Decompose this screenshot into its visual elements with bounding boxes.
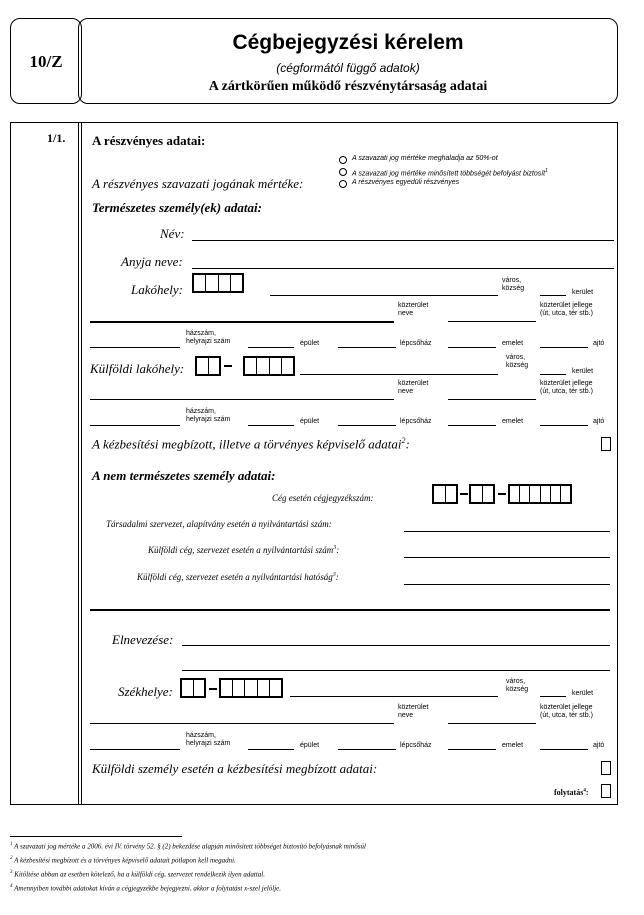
form-subtitle: (cégformától függő adatok) — [276, 61, 420, 75]
seat-stair-label: lépcsőház — [400, 742, 432, 749]
mother-name-label: Anyja neve: — [121, 254, 183, 269]
section-body-box — [78, 122, 618, 805]
street-type-label: közterület jellege (út, utca, tér stb.) — [540, 302, 593, 317]
foreign-reg-field[interactable] — [404, 557, 610, 558]
section-number: 1/1. — [47, 131, 66, 145]
residence-postcode[interactable] — [192, 273, 244, 293]
seat-house-field[interactable] — [90, 749, 180, 750]
street-name-field[interactable] — [90, 321, 394, 323]
house-number-label: házszám, helyrajzi szám — [186, 330, 231, 345]
continue-label: folytatás$^4$: — [554, 788, 589, 797]
company-reg-part2[interactable] — [469, 484, 495, 504]
foreign-city-field[interactable] — [300, 374, 498, 375]
foreign-reg-label: Külföldi cég, szervezet esetén a nyilvántartási szám$^3$: — [148, 545, 340, 555]
foreign-district-label: kerület — [572, 368, 594, 375]
section-title: A részvényes adatai: — [92, 133, 206, 148]
district-label: kerület — [572, 289, 594, 296]
floor-field[interactable] — [448, 347, 496, 348]
seat-house-label: házszám, helyrajzi szám — [186, 732, 231, 747]
seat-country-code[interactable] — [180, 678, 206, 698]
foreign-city-label: város, község — [506, 354, 529, 369]
natural-person-title: Természetes személy(ek) adatai: — [92, 200, 262, 215]
company-reg-part1[interactable] — [432, 484, 458, 504]
entity-name-field[interactable] — [182, 645, 610, 646]
building-field[interactable] — [248, 347, 294, 348]
ngo-reg-field[interactable] — [404, 531, 610, 532]
footnote-4: $^4$ Amennyiben további adatokat kíván a cégjegyzékbe bejegyezni, akkor a folytatást x-szel jelölje. — [10, 884, 282, 893]
seat-stair-field[interactable] — [338, 749, 396, 750]
foreign-house-field[interactable] — [90, 425, 180, 426]
voting-label: A részvényes szavazati jogának mértéke: — [92, 176, 304, 191]
seat-floor-label: emelet — [502, 742, 524, 749]
footnote-3: $^3$ Kitöltése abban az esetben kötelező, ha a külföldi cég, szervezet rendelkezik ilyen adattal. — [10, 870, 265, 879]
radio-label-sole: A részvényes egyedüli részvényes — [352, 179, 460, 186]
seat-building-label: épület — [300, 742, 320, 749]
foreign-street-type-field[interactable] — [448, 399, 536, 400]
foreign-street-field[interactable] — [90, 399, 394, 400]
footnote-2: $^2$ A kézbesítési megbízott és a törvényes képviselő adatait pótlapon kell megadni. — [10, 856, 236, 865]
building-label: épület — [300, 340, 320, 347]
company-reg-label: Cég esetén cégjegyzékszám: — [272, 493, 374, 503]
entity-name-label: Elnevezése: — [112, 632, 174, 647]
delivery-agent-checkbox[interactable] — [601, 437, 611, 451]
foreign-building-label: épület — [300, 418, 320, 425]
mother-name-field[interactable] — [192, 268, 614, 269]
company-reg-dash2 — [498, 493, 506, 495]
radio-over-50[interactable] — [339, 156, 347, 164]
seat-district-label: kerület — [572, 690, 594, 697]
seat-street-label: közterület neve — [398, 704, 429, 719]
foreign-stair-field[interactable] — [338, 425, 396, 426]
seat-street-field[interactable] — [90, 723, 394, 724]
radio-sole-shareholder[interactable] — [339, 180, 347, 188]
foreign-country-code[interactable] — [195, 356, 221, 376]
foreign-house-label: házszám, helyrajzi szám — [186, 408, 231, 423]
house-number-field[interactable] — [90, 347, 180, 348]
continue-checkbox[interactable] — [601, 784, 611, 798]
door-field[interactable] — [540, 347, 588, 348]
foreign-auth-label: Külföldi cég, szervezet esetén a nyilvántartási hatóság$^3$: — [137, 572, 339, 582]
foreign-floor-label: emelet — [502, 418, 524, 425]
seat-street-type-field[interactable] — [448, 723, 536, 724]
company-reg-dash1 — [460, 493, 468, 495]
seat-door-field[interactable] — [540, 749, 588, 750]
section-number-box — [10, 122, 82, 805]
foreign-district-field[interactable] — [540, 374, 566, 375]
floor-label: emelet — [502, 340, 524, 347]
foreign-auth-field[interactable] — [404, 584, 610, 585]
name-label: Név: — [160, 226, 185, 241]
form-code: 10/Z — [29, 52, 63, 71]
foreign-door-field[interactable] — [540, 425, 588, 426]
foreign-residence-label: Külföldi lakóhely: — [90, 361, 185, 376]
name-field[interactable] — [192, 240, 614, 241]
footnote-rule — [10, 836, 182, 837]
seat-postcode[interactable] — [219, 678, 283, 698]
city-field[interactable] — [270, 295, 498, 296]
ngo-reg-label: Társadalmi szervezet, alapítvány esetén a nyilvántartási szám: — [106, 519, 332, 529]
foreign-street-type-label: közterület jellege (út, utca, tér stb.) — [540, 380, 593, 395]
form-title: Cégbejegyzési kérelem — [232, 31, 464, 54]
footnote-1: $^1$ A szavazati jog mértéke a 2006. évi IV. törvény 52. § (2) bekezdése alapján minősített többséget biztosító befolyásnak minősül — [10, 842, 366, 851]
form-heading: A zártkörűen működő részvénytársaság adatai — [208, 79, 488, 94]
street-name-label: közterület neve — [398, 302, 429, 317]
seat-building-field[interactable] — [248, 749, 294, 750]
seat-door-label: ajtó — [593, 742, 605, 749]
foreign-street-label: közterület neve — [398, 380, 429, 395]
stair-label: lépcsőház — [400, 340, 432, 347]
foreign-postcode[interactable] — [243, 356, 295, 376]
seat-district-field[interactable] — [540, 696, 566, 697]
foreign-person-agent-checkbox[interactable] — [601, 761, 611, 775]
seat-label: Székhelye: — [118, 684, 173, 699]
residence-label: Lakóhely: — [131, 282, 183, 297]
radio-qualified-majority[interactable] — [339, 168, 347, 176]
foreign-person-agent-label: Külföldi személy esetén a kézbesítési megbízott adatai: — [92, 761, 378, 776]
foreign-dash — [224, 365, 232, 367]
title-box — [78, 18, 618, 104]
street-type-field[interactable] — [448, 321, 536, 322]
foreign-stair-label: lépcsőház — [400, 418, 432, 425]
seat-street-type-label: közterület jellege (út, utca, tér stb.) — [540, 704, 593, 719]
foreign-auth-field-2[interactable] — [90, 609, 610, 611]
foreign-floor-field[interactable] — [448, 425, 496, 426]
district-field[interactable] — [540, 295, 566, 296]
radio-label-over-50: A szavazati jog mértéke meghaladja az 50%-ot — [352, 155, 498, 162]
legal-person-title: A nem természetes személy adatai: — [92, 468, 276, 483]
seat-floor-field[interactable] — [448, 749, 496, 750]
stair-field[interactable] — [338, 347, 396, 348]
seat-dash — [209, 688, 217, 690]
delivery-agent-label: A kézbesítési megbízott, illetve a törvényes képviselő adatai$^2$: — [92, 436, 410, 452]
door-label: ajtó — [593, 340, 605, 347]
company-reg-part3[interactable] — [508, 484, 572, 504]
form-code-box — [10, 18, 82, 104]
radio-label-qualified: A szavazati jog mértéke minősített többségét befolyást biztosít$^1$ — [352, 168, 548, 178]
seat-city-label: város, község — [506, 678, 529, 693]
foreign-building-field[interactable] — [248, 425, 294, 426]
entity-name-field-2[interactable] — [182, 670, 610, 671]
foreign-door-label: ajtó — [593, 418, 605, 425]
city-label: város, község — [502, 277, 525, 292]
seat-city-field[interactable] — [290, 696, 498, 697]
